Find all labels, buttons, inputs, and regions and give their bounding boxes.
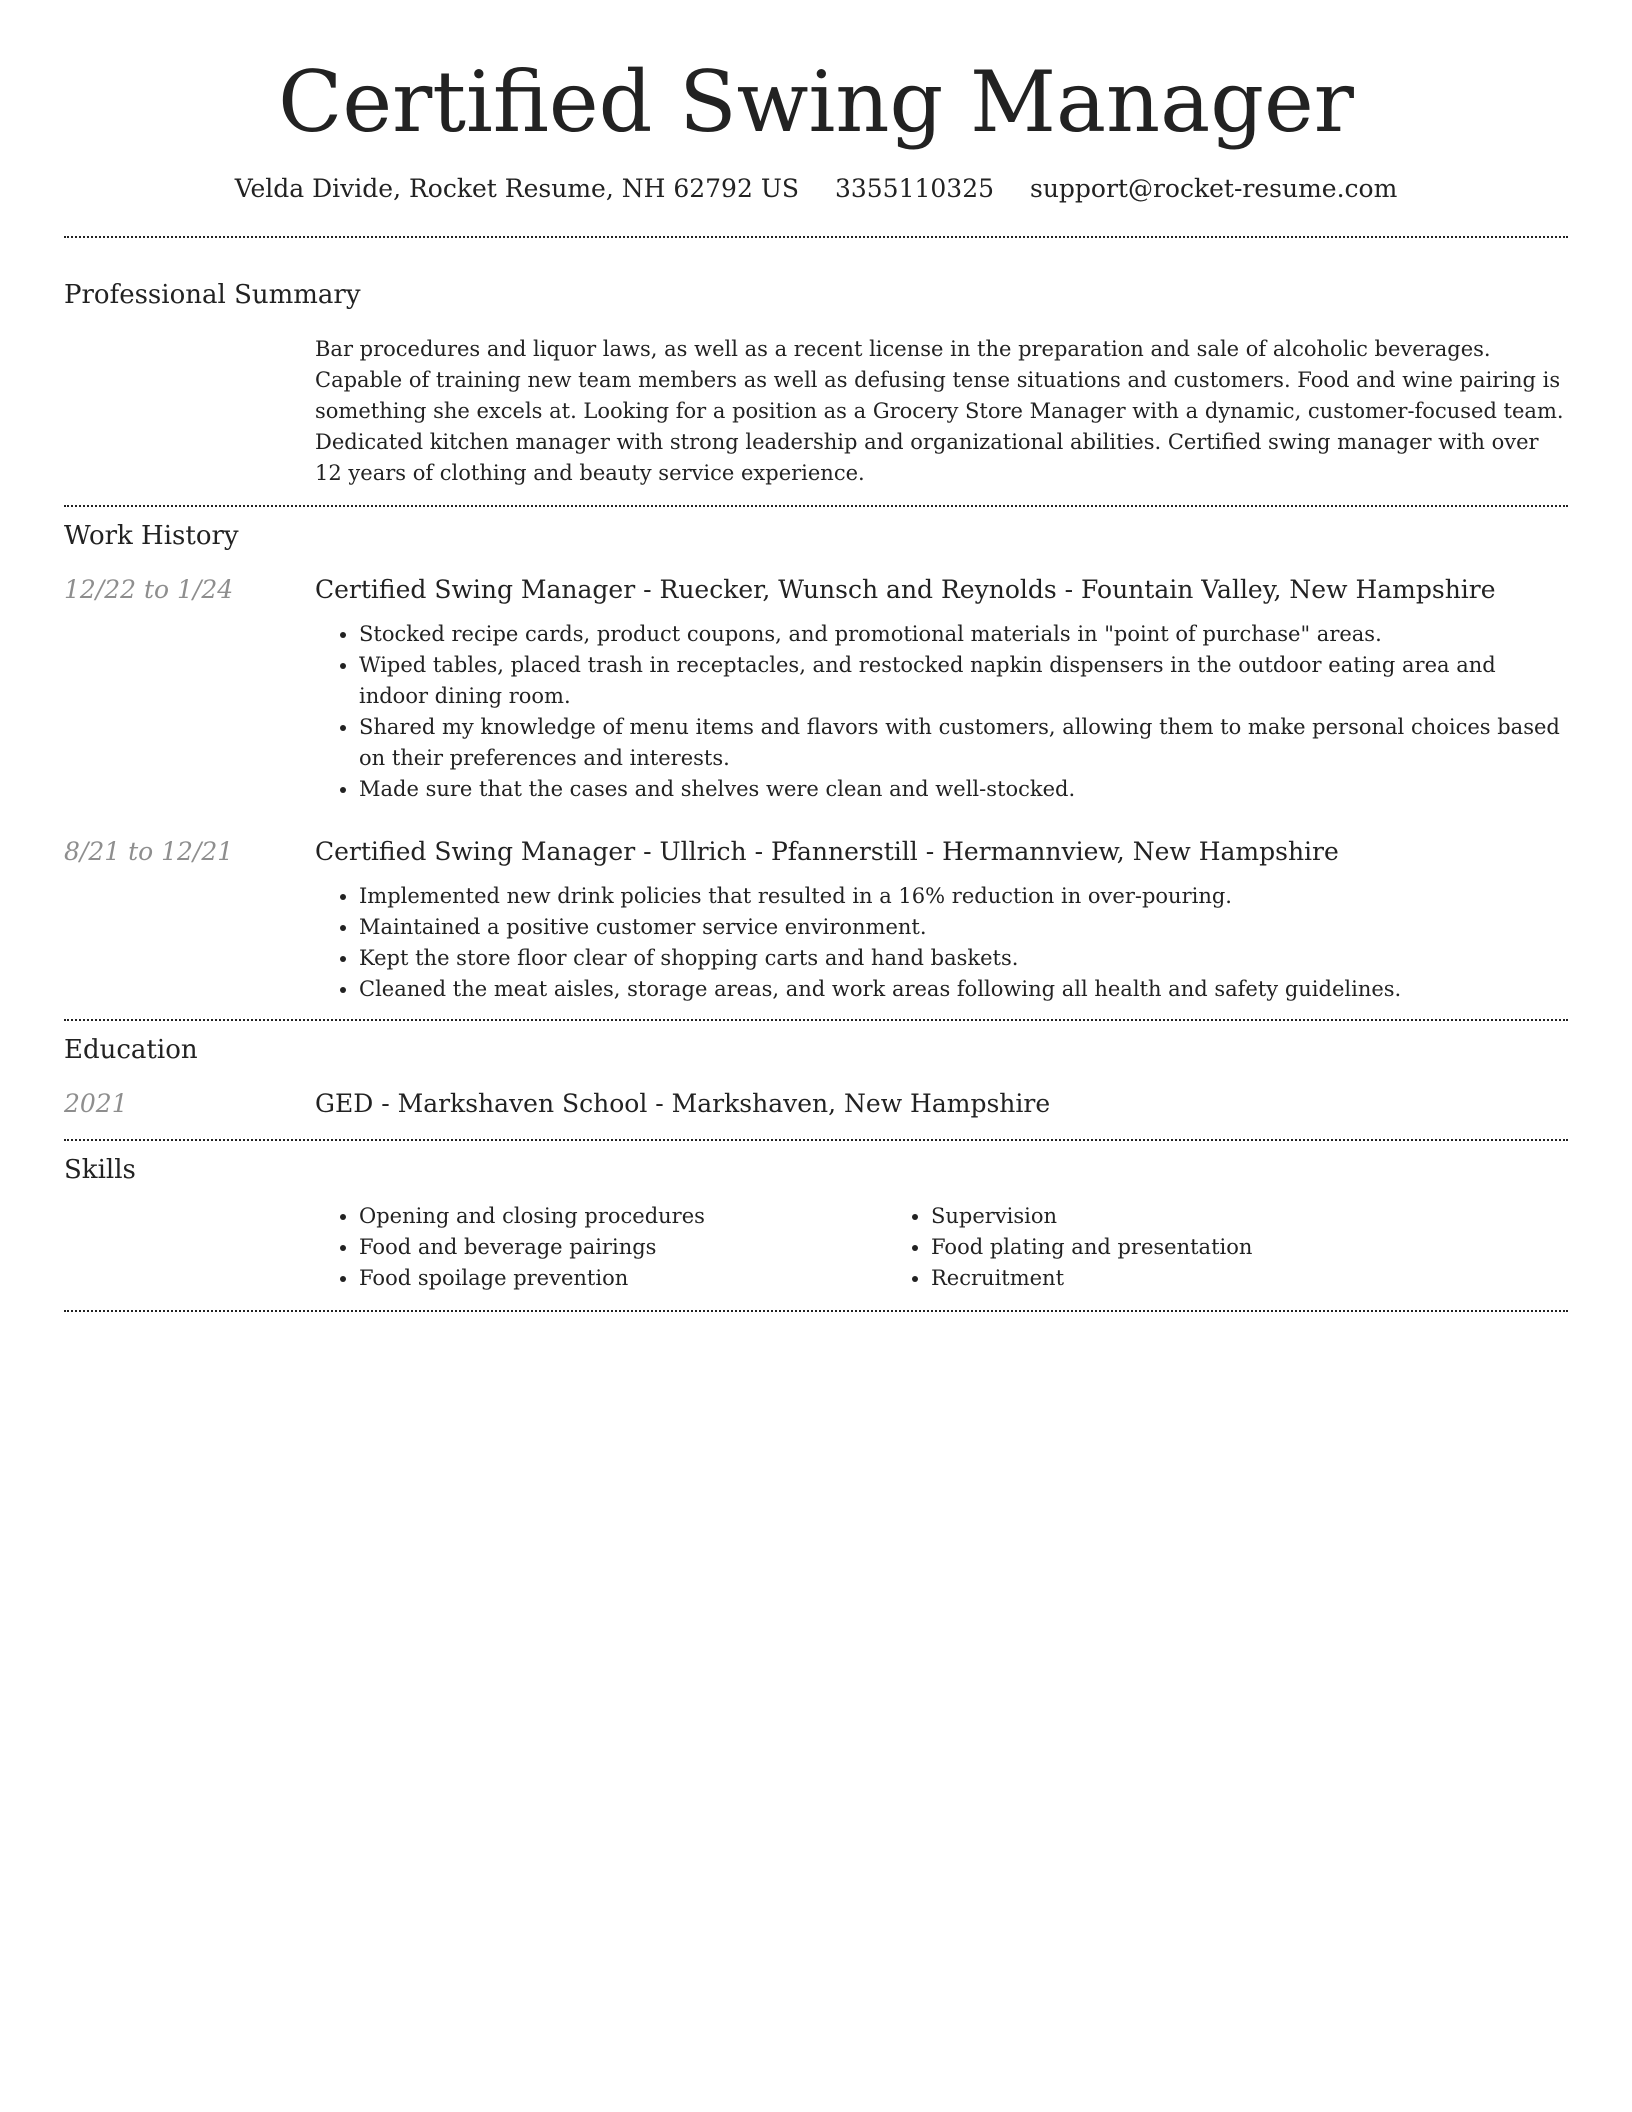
divider	[64, 1310, 1568, 1312]
contact-email: support@rocket-resume.com	[1029, 174, 1398, 203]
contact-line	[64, 172, 1568, 206]
education-title: GED - Markshaven School - Markshaven, New Hampshire	[315, 1089, 1051, 1118]
list-item: • Wiped tables, placed trash in receptacles, and restocked napkin dispensers in the outdoor eating area and indoor dining room.	[359, 650, 1568, 712]
list-item: • Maintained a positive customer service environment.	[359, 912, 1568, 943]
list-item: • Supervision	[931, 1201, 1459, 1232]
education-entry	[64, 1087, 1568, 1121]
divider	[64, 236, 1568, 238]
resume-name: Certified Swing Manager	[278, 53, 1354, 151]
work-history-section	[64, 507, 1568, 1019]
job-bullets	[315, 881, 1568, 1005]
job-dates: 12/22 to 1/24	[64, 575, 234, 604]
section-title-education: Education	[64, 1035, 198, 1065]
list-item: • Food plating and presentation	[931, 1232, 1459, 1263]
list-item: • Recruitment	[931, 1263, 1459, 1294]
skills-section	[64, 1141, 1568, 1310]
list-item: • Opening and closing procedures	[359, 1201, 887, 1232]
job-entry	[64, 835, 1568, 1005]
job-body	[315, 835, 1568, 1005]
education-section	[64, 1021, 1568, 1139]
skills-column-left	[315, 1201, 887, 1294]
job-title: Certified Swing Manager - Ruecker, Wunsch and Reynolds - Fountain Valley, New Hampshire	[315, 575, 1496, 604]
job-dates: 8/21 to 12/21	[64, 837, 234, 866]
job-bullets	[315, 619, 1568, 805]
contact-address: Velda Divide, Rocket Resume, NH 62792 US	[234, 174, 800, 203]
section-title-skills: Skills	[64, 1155, 136, 1185]
list-item: • Shared my knowledge of menu items and flavors with customers, allowing them to make personal choices based on their preferences and interests.	[359, 712, 1568, 774]
list-item: • Kept the store floor clear of shopping carts and hand baskets.	[359, 943, 1568, 974]
list-item: • Food and beverage pairings	[359, 1232, 887, 1263]
education-year: 2021	[64, 1089, 128, 1118]
skills-grid	[315, 1201, 1568, 1310]
job-title: Certified Swing Manager - Ullrich - Pfannerstill - Hermannview, New Hampshire	[315, 837, 1339, 866]
list-item: • Made sure that the cases and shelves were clean and well-stocked.	[359, 774, 1568, 805]
professional-summary-section	[64, 278, 1568, 505]
list-item: • Implemented new drink policies that resulted in a 16% reduction in over-pouring.	[359, 881, 1568, 912]
job-entry	[64, 573, 1568, 805]
resume-header	[64, 0, 1568, 206]
section-title-work: Work History	[64, 521, 239, 551]
summary-text: Bar procedures and liquor laws, as well as a recent license in the preparation and sale of alcoholic beverages. Capable of training new team members as well as defusing tense situations and customers. Food and wine pairing is something she excels at. Looking for a position as a Grocery Store Manager with a dynamic, customer-focused team. Dedicated kitchen manager with strong leadership and organizational abilities. Certified swing manager with over 12 years of clothing and beauty service experience.	[315, 337, 1564, 485]
skills-column-right	[887, 1201, 1459, 1294]
job-body	[315, 573, 1568, 805]
contact-phone: 3355110325	[834, 174, 995, 203]
list-item: • Cleaned the meat aisles, storage areas, and work areas following all health and safety guidelines.	[359, 974, 1568, 1005]
education-body	[315, 1087, 1568, 1121]
section-title-summary: Professional Summary	[64, 280, 361, 310]
list-item: • Food spoilage prevention	[359, 1263, 887, 1294]
list-item: • Stocked recipe cards, product coupons, and promotional materials in "point of purchase" areas.	[359, 619, 1568, 650]
